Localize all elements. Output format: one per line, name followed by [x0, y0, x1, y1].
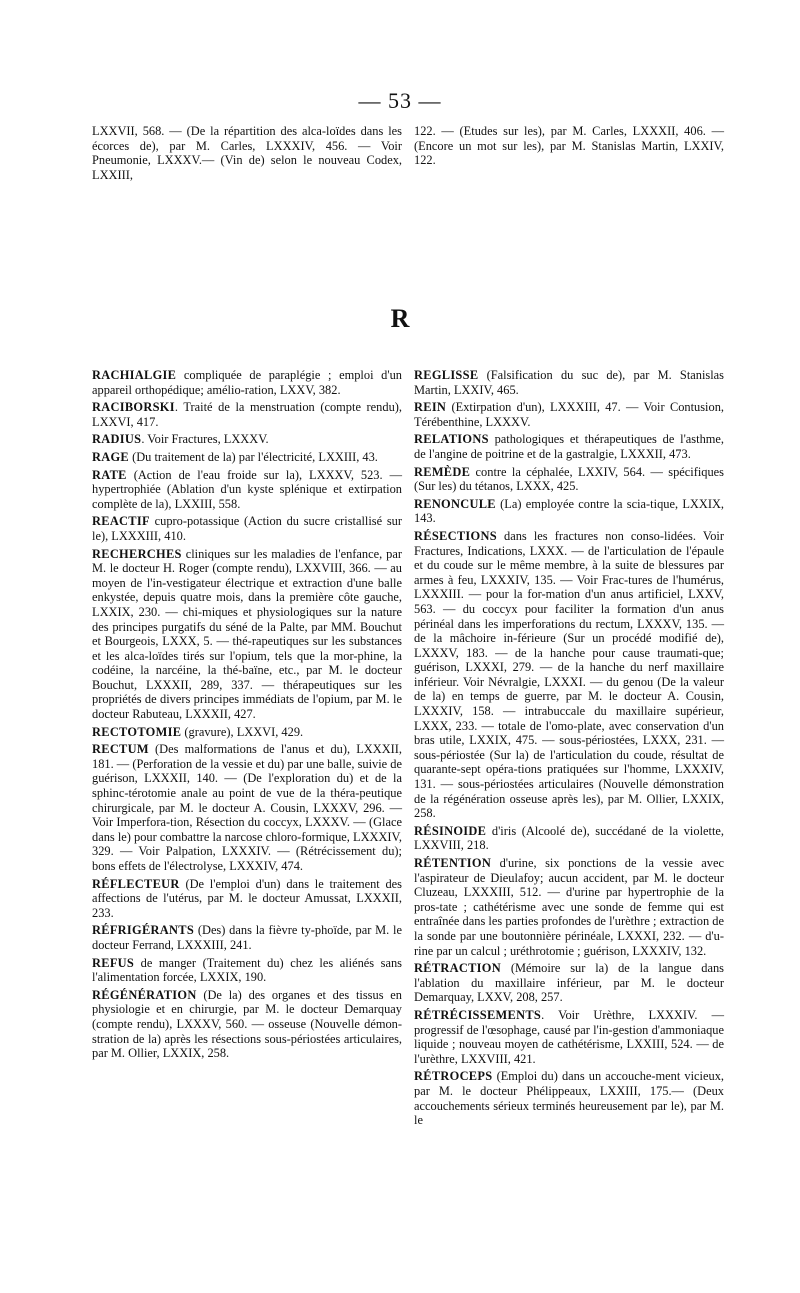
entry-text: . Traité de la menstruation (compte rendu), LXXVI, 417. [92, 400, 402, 429]
right-column [414, 368, 724, 1131]
entry-headword: REMÈDE [414, 464, 471, 479]
index-entry [414, 432, 724, 461]
entry-headword: RÉTROCEPS [414, 1069, 493, 1084]
entry-text: (De l'emploi d'un) dans le traitement des affections de l'utérus, par M. le docteur Amussat, LXXXII, 233. [92, 876, 402, 920]
entry-headword: REIN [414, 400, 447, 415]
entry-headword: RÉTRACTION [414, 961, 501, 976]
index-entry [92, 400, 402, 429]
entry-text: (Extirpation d'un), LXXXIII, 47. — Voir Contusion, Térébenthine, LXXXV. [414, 400, 724, 429]
entry-headword: RENONCULE [414, 496, 496, 511]
entry-headword: RADIUS [92, 432, 142, 447]
index-entry [92, 956, 402, 985]
entry-headword: RAGE [92, 449, 129, 464]
entry-text: (Des malformations de l'anus et du), LXXXII, 181. — (Perforation de la vessie et du) par une balle, suivie de guérison, LXXXII, 140. — (De l'exploration du) et de la sphinc-térotomie anale au point de vue de la théra-peutique chirurgicale, par M. le docteur A. Cousin, LXXXV, 296. — Voir Imperfora-tion, Résection du coccyx, LXXXV. — (Glace dans le) pour combattre la narcose chloro-formique, LXXXIV, 329. — Voir Palpation, LXXXIV. — (Rétrécissement du); bons effets de l'électrolyse, LXXXIV, 474. [92, 742, 402, 873]
continuation-left [92, 124, 402, 185]
entry-text: (Action de l'eau froide sur la), LXXXV, 523. — hypertrophiée (Ablation d'un kyste splénique et extirpation complète de la), LXXIII, 558. [92, 467, 402, 511]
index-entry [414, 465, 724, 494]
continued-entry-left: LXXVII, 568. — (De la répartition des alca-loïdes dans les écorces de), par M. Carles, LXXXIV, 456. — Voir Pneumonie, LXXXV.— (Vin de) selon le nouveau Codex, LXXIII, [92, 124, 402, 182]
entry-text: de manger (Traitement du) chez les aliénés sans l'alimentation forcée, LXXIX, 190. [92, 955, 402, 985]
entry-text: (Du traitement de la) par l'électricité, LXXIII, 43. [129, 449, 378, 464]
index-entry [92, 547, 402, 722]
index-entry [414, 400, 724, 429]
entry-text: (gravure), LXXVI, 429. [181, 724, 304, 739]
index-entry [414, 1008, 724, 1066]
entry-text: cupro-potassique (Action du sucre cristallisé sur le), LXXXIII, 410. [92, 514, 402, 543]
continued-entry-right: 122. — (Etudes sur les), par M. Carles, LXXXII, 406. — (Encore un mot sur les), par M. Stanislas Martin, LXXIV, 122. [414, 124, 724, 168]
index-entry [92, 923, 402, 952]
section-letter: R [390, 304, 410, 333]
entry-headword: RÉGÉNÉRATION [92, 987, 197, 1002]
index-entry [92, 432, 402, 447]
index-entry [92, 877, 402, 921]
entry-text: (La) employée contre la scia-tique, LXXIX, 143. [414, 496, 724, 526]
index-entry [92, 468, 402, 512]
entry-text: pathologiques et thérapeutiques de l'asthme, de l'angine de poitrine et de la gastralgie, LXXXII, 473. [414, 432, 724, 461]
entry-headword: RÉTRÉCISSEMENTS [414, 1007, 542, 1022]
entry-headword: RACIBORSKI [92, 400, 175, 415]
index-entry [414, 856, 724, 958]
left-column [92, 368, 402, 1064]
index-entry [92, 368, 402, 397]
entry-headword: RÉFRIGÉRANTS [92, 923, 195, 938]
entry-text: (Mémoire sur la) de la langue dans l'ablation du maxillaire inférieur, par M. le docteur Demarquay, LXXV, 208, 257. [414, 961, 724, 1005]
index-entry [414, 368, 724, 397]
entry-headword: RECHERCHES [92, 546, 182, 561]
index-entry [92, 514, 402, 543]
index-entry [414, 961, 724, 1005]
entry-headword: RACHIALGIE [92, 368, 177, 382]
entry-headword: RELATIONS [414, 432, 489, 447]
entry-text: contre la céphalée, LXXIV, 564. — spécifiques (Sur les) du tétanos, LXXX, 425. [414, 464, 724, 494]
entry-text: d'iris (Alcoolé de), succédané de la violette, LXXVIII, 218. [414, 823, 724, 853]
page-number: — 53 — [358, 88, 442, 113]
index-entry [414, 824, 724, 853]
index-entry [92, 725, 402, 740]
entry-headword: REGLISSE [414, 368, 479, 382]
entry-headword: RÉSECTIONS [414, 528, 497, 543]
entry-text: (De la) des organes et des tissus en physiologie et en chirurgie, par M. le docteur Demarquay (compte rendu), LXXXV, 560. — osseuse (Nouvelle démon-stration de la) après les résections sous-périostées articulaires, par M. Ollier, LXXIX, 258. [92, 987, 402, 1061]
index-entry [92, 988, 402, 1061]
entry-headword: RECTOTOMIE [92, 724, 182, 739]
entry-text: . Voir Urèthre, LXXXIV. — progressif de l'œsophage, causé par l'in-gestion d'ammoniaque liquide ; nouveau moyen de cathétérisme, LXXIII, 524. — de l'urèthre, LXXVIII, 421. [414, 1007, 724, 1066]
entry-headword: RÉTENTION [414, 856, 492, 870]
entry-text: (Falsification du suc de), par M. Stanislas Martin, LXXIV, 465. [414, 368, 724, 397]
index-entry [414, 1069, 724, 1127]
entry-headword: REFUS [92, 955, 135, 970]
entry-headword: RECTUM [92, 742, 149, 757]
index-entry [414, 529, 724, 821]
entry-text: cliniques sur les maladies de l'enfance, par M. le docteur H. Roger (compte rendu), LXXVIII, 366. — au moyen de l'in-vestigateur électrique et extraction d'une balle enkystée, depuis quatre mois, dans la première côte gauche, LXXIX, 230. — chi-miques et physiologiques sur la nature des principes purgatifs du séné de la Palte, par MM. Bouchut et Bourgeois, LXXX, 5. — thé-rapeutiques sur les substances et les alca-loïdes tirés sur l'opium, tels que la mor-phine, la codéine, la narcéine, la thé-baïne, etc., par M. le docteur Bouchut, LXXXII, 289, 337. — thérapeutiques sur les propriétés de divers principes immédiats de l'opium, par M. le docteur Rabuteau, LXXXII, 427. [92, 546, 402, 722]
entry-headword: RÉFLECTEUR [92, 876, 180, 891]
continuation-right [414, 124, 724, 171]
entry-text: dans les fractures non conso-lidées. Voir Fractures, Indications, LXXX. — de l'articulation de l'épaule et du coude sur le même membre, à la suite de blessures par armes à feu, LXXXIV, 135. — Voir Frac-tures de l'humérus, LXXXIII. — pour la for-mation d'un anus artificiel, LXXV, 563. — du coccyx pour faciliter la formation d'un anus périnéal dans les imperforations du rectum, LXXXV, 135. — de la mâchoire in-férieure (Sur un procédé modifié de), LXXXV, 183. — de la hanche pour cause traumati-que; guérison, LXXXI, 279. — de la hanche du nerf maxillaire inférieur. Voir Névralgie, LXXXI. — du genou (De la valeur de la) en temps de guerre, par M. le docteur A. Cousin, LXXXIV, 158. — intrabuccale du maxillaire supérieur, LXXX, 233. — totale de l'omo-plate, avec conservation d'un bras utile, LXXIX, 475. — sous-périostées, LXXX, 231. — sous-périostée (Sur la) de l'articulation du coude, résultat de quarante-sept opéra-tions pratiquées sur l'homme, LXXXIV, 131. — sous-périostées articulaires (Nouvelle démonstration de la régénération osseuse après les), par M. Ollier, LXXIX, 258. [414, 528, 724, 821]
entry-headword: RÉSINOIDE [414, 823, 487, 838]
entry-text: (Des) dans la fièvre ty-phoïde, par M. le docteur Ferrand, LXXXIII, 241. [92, 923, 402, 952]
entry-headword: REACTIF [92, 514, 150, 529]
index-entry [92, 450, 402, 465]
entry-headword: RATE [92, 467, 127, 482]
entry-text: (Emploi du) dans un accouche-ment vicieux, par M. le docteur Phélippeaux, LXXIII, 175.— (Deux accouchements sérieux terminés heureusement par le), par M. le [414, 1069, 724, 1128]
entry-text: . Voir Fractures, LXXXV. [141, 432, 269, 447]
index-entry [414, 497, 724, 526]
entry-text: d'urine, six ponctions de la vessie avec l'aspirateur de Dieulafoy; aucun accident, par M. le docteur Cluzeau, LXXXIII, 512. — d'urine par hypertrophie de la pros-tate ; cathétérisme avec une sonde de femme qui est entraînée dans les parties profondes de l'urèthre ; extraction de la sonde par une boutonnière périnéale, LXXXI, 232. — d'u-rine par un calcul ; uréthrotomie ; guérison, LXXXIV, 132. [414, 856, 724, 958]
index-entry [92, 742, 402, 873]
entry-text: compliquée de paraplégie ; emploi d'un appareil orthopédique; amélio-ration, LXXV, 382. [92, 368, 402, 397]
